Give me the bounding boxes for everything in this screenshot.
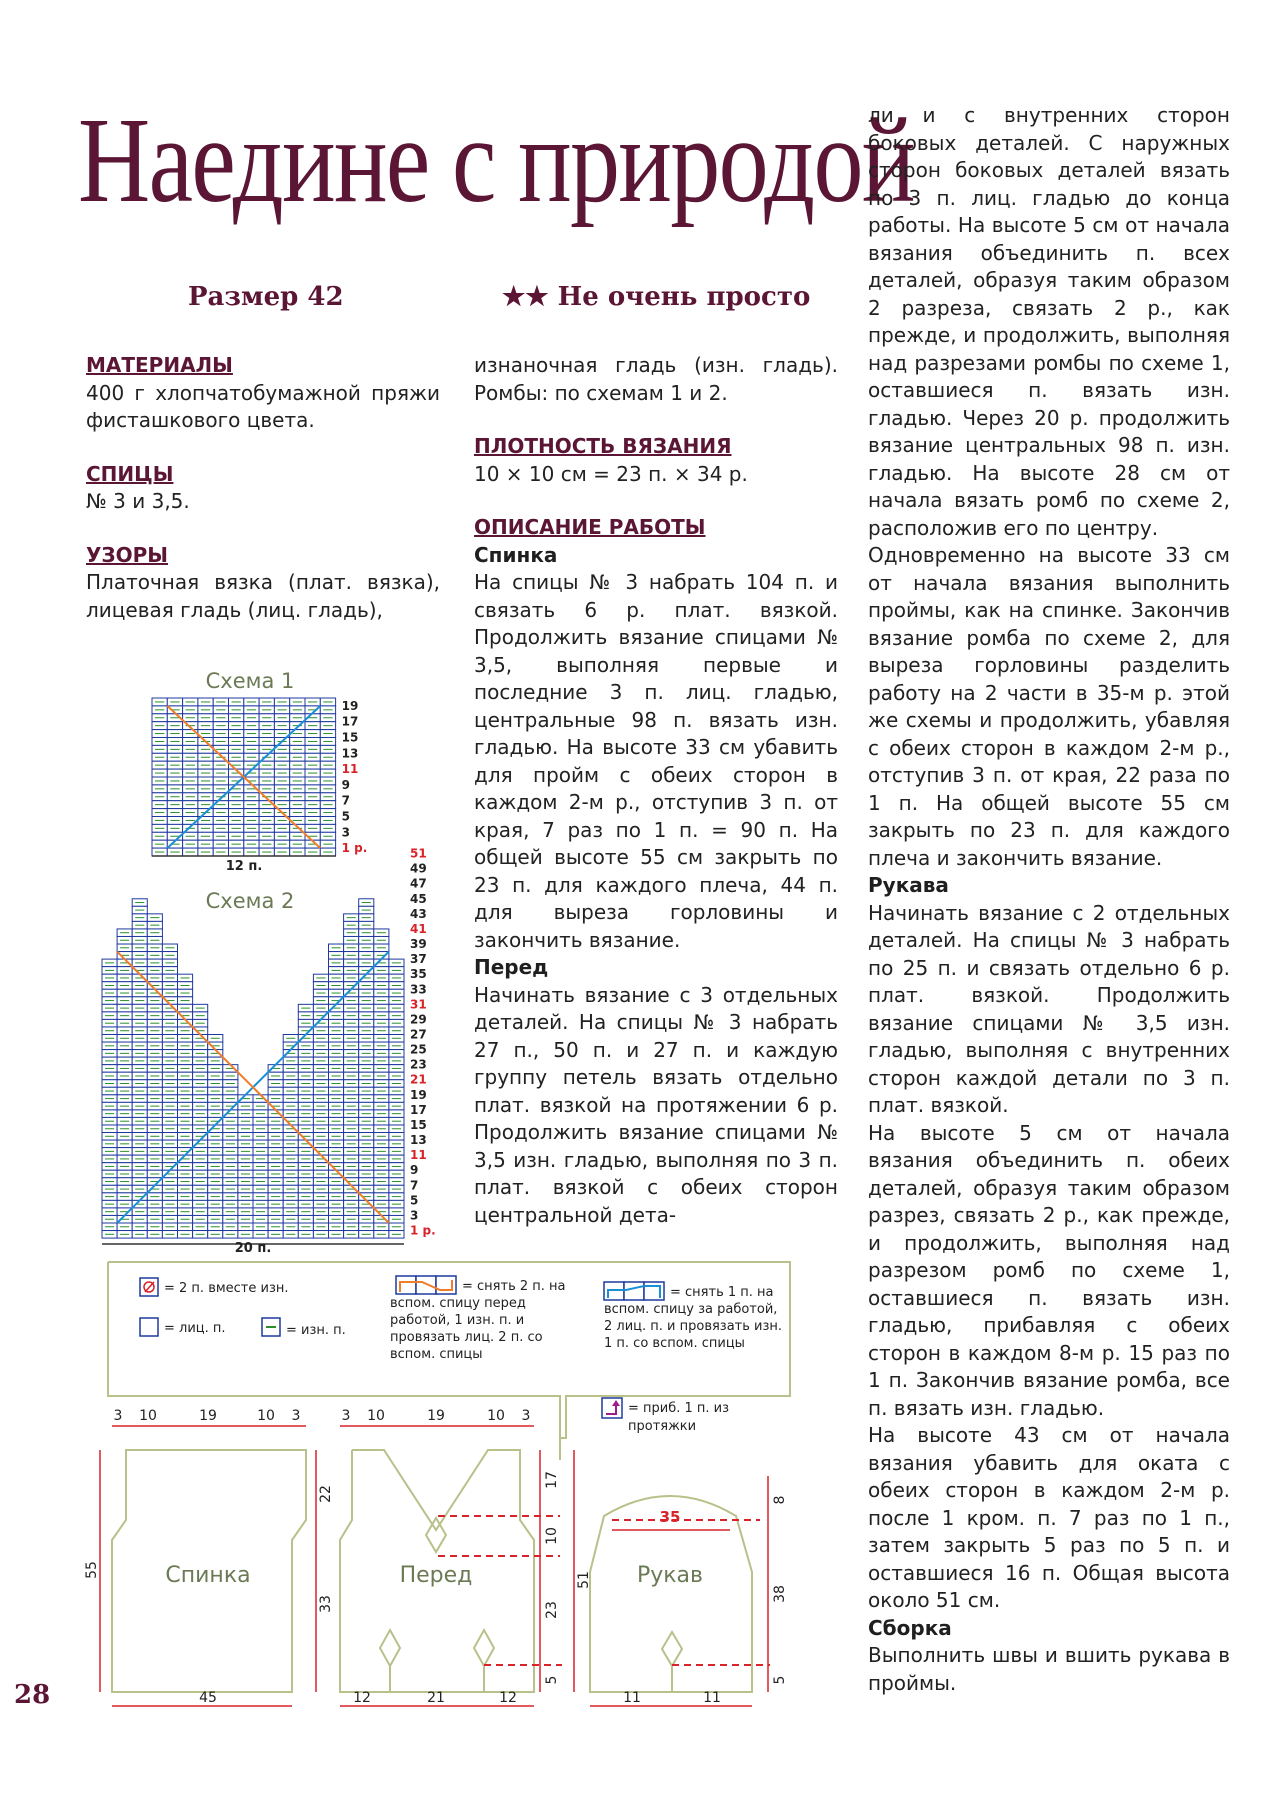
scheme-2-row-number: 5: [410, 1193, 419, 1208]
back-bottom-dim: 45: [199, 1690, 217, 1706]
back-top-dim: 3: [113, 1408, 123, 1424]
front-cont-text: ли и с внутренних сторон боковых деталей. С наружных сторон боковых деталей вязать по 3 п. лиц. гладью до конца работы. На высоте 5 см от начала вязания объединить п. всех деталей, образуя таким образом 2 разреза, связать 2 р., как прежде, и продолжить, выполняя над разрезами ромбы по схеме 1, оставшиеся п. вязать изн. гладью. Через 20 р. продолжить вязание центральных 98 п. изн. гладью. На высоте 28 см от начала вязать ромб по схеме 2, расположив его по центру.: [868, 103, 1230, 540]
scheme-2-row-number: 51: [410, 846, 427, 861]
scheme-2-row-number: 45: [410, 891, 427, 906]
scheme-2-row-number: 23: [410, 1057, 427, 1072]
scheme-2-row-number: 39: [410, 937, 427, 952]
scheme-2-row-number: 13: [410, 1133, 427, 1148]
scheme-2-row-number: 27: [410, 1027, 427, 1042]
sleeve-cap-dim: 8: [772, 1495, 788, 1505]
sleeve-text-1: Начинать вязание с 2 отдельных деталей. На спицы № 3 набрать по 25 п. и связать отдельно 6 р. плат. вязкой. Продолжить вязание спицами № 3,5 изн. гладью, выполняя с внутренних сторон каждой детали по 3 п. плат. вязкой.: [868, 900, 1230, 1117]
front-total-dim: 51: [576, 1571, 592, 1589]
scheme-1-width: 12 п.: [225, 859, 263, 874]
scheme-2-width: 20 п.: [234, 1241, 272, 1256]
scheme-2-chart: [102, 847, 436, 1256]
scheme-1-row-number: 17: [341, 714, 359, 729]
scheme-2-row-number: 7: [410, 1178, 419, 1193]
scheme-2-row-number: 31: [410, 997, 427, 1012]
scheme-1-row-number: 19: [341, 698, 359, 713]
front-slit-dim: 5: [544, 1675, 560, 1685]
page-number: 28: [14, 1680, 51, 1710]
front-bottom-dim: 21: [427, 1690, 445, 1706]
scheme-2-row-numbers: [410, 847, 436, 1238]
sleeve-text-2: На высоте 5 см от начала вязания объединить п. обеих деталей, образуя таким образом разрез, связать 2 р., как прежде, и продолжить, выполняя над разрезом ромб по схеме 1, оставшиеся п. вязать изн. гладью, прибавляя с обеих сторон в каждом 8-м р. 15 раз по 1 п. Закончив вязание ромба, все п. вязать изн. гладью.: [868, 1120, 1230, 1420]
back-top-dim: 10: [139, 1408, 157, 1424]
scheme-2-row-number: 19: [410, 1087, 427, 1102]
scheme-2-row-number: 41: [410, 921, 427, 936]
front-top-dim: 10: [367, 1408, 385, 1424]
scheme-1-row-numbers: [342, 699, 368, 855]
legend-knit: = лиц. п.: [164, 1321, 226, 1336]
sleeve-heading: Рукава: [868, 873, 949, 897]
front-top-dim: 10: [487, 1408, 505, 1424]
sleeve-bottom-dim: 11: [703, 1690, 721, 1706]
front-top-dim: 19: [427, 1408, 445, 1424]
front-bottom-dim: 12: [353, 1690, 371, 1706]
front-cont2-text: Одновременно на высоте 33 см от начала вязания выполнить проймы, как на спинке. Закончив вязание ромба по схеме 2, для выреза горловины разделить работу на 2 части в 35-м р. этой же схемы и продолжить, убавляя с обеих сторон в каждом 2-м р., отступив 3 п. от края, 22 раза по 1 п. На общей высоте 55 см закрыть по 23 п. для каждого плеча и закончить вязание.: [868, 543, 1230, 870]
scheme-2-row-number: 35: [410, 967, 427, 982]
sleeve-label: Рукав: [636, 1563, 704, 1588]
difficulty-label: ★★ Не очень просто: [502, 282, 811, 312]
scheme-1-row-number: 7: [341, 793, 350, 808]
needles-heading: СПИЦЫ: [86, 461, 174, 486]
sleeve-body-dim: 38: [772, 1585, 788, 1603]
scheme-1-row-number: 9: [341, 777, 350, 792]
front-top-dim: 3: [521, 1408, 531, 1424]
scheme-2-row-number: 47: [410, 876, 427, 891]
scheme-2-row-number: 3: [410, 1208, 419, 1223]
scheme-1-title: Схема 1: [205, 669, 295, 693]
gauge-text: 10 × 10 см = 23 п. × 34 р.: [474, 461, 748, 486]
front-lower-dim: 23: [544, 1601, 560, 1619]
needles-text: № 3 и 3,5.: [86, 489, 190, 513]
scheme-2-row-number: 33: [410, 982, 427, 997]
scheme-1-row-number: 13: [341, 746, 359, 761]
front-heading: Перед: [474, 955, 549, 979]
page-title: Наедине с природой: [78, 93, 914, 228]
back-text: На спицы № 3 набрать 104 п. и связать 6 р. плат. вязкой. Продолжить вязание спицами № 3,5, выполняя первые и последние 3 п. лиц. гладью, центральные 98 п. вязать изн. гладью. На высоте 33 см убавить для пройм с обеих сторон в каждом 2-м р., отступив 3 п. от края, 7 раз по 1 п. = 90 п. На общей высоте 55 см закрыть по 23 п. для каждого плеча, 44 п. для выреза горловины и закончить вязание.: [474, 570, 838, 952]
sleeve-slit-dim: 5: [772, 1675, 788, 1685]
back-upper-dim: 22: [318, 1485, 334, 1503]
legend-cable-right: = снять 1 п. на вспом. спицу за работой, 2 лиц. п. и провязать изн. 1 п. со вспом. спицы: [604, 1285, 783, 1351]
dimension-labels: [84, 1408, 788, 1706]
back-lower-dim: 33: [318, 1595, 334, 1613]
back-label: Спинка: [165, 1563, 251, 1588]
front-bottom-dim: 12: [499, 1690, 517, 1706]
legend-cable-left: = снять 2 п. на вспом. спицу перед работой, 1 изн. п. и провязать лиц. 2 п. со вспом. спицы: [390, 1279, 566, 1362]
back-heading: Спинка: [474, 542, 558, 567]
front-text: Начинать вязание с 3 отдельных деталей. На спицы № 3 набрать 27 п., 50 п. и 27 п. и каждую группу петель вязать отдельно плат. вязкой на протяжении 6 р. Продолжить вязание спицами № 3,5 изн. гладью, выполняя по 3 п. плат. вязкой с обеих сторон центральной дета-: [474, 982, 838, 1227]
scheme-2-row-number: 11: [410, 1148, 427, 1163]
materials-heading: МАТЕРИАЛЫ: [86, 353, 233, 377]
scheme-2-row-number: 21: [410, 1072, 427, 1087]
scheme-1-chart: [152, 669, 367, 874]
scheme-2-row-number: 29: [410, 1012, 427, 1027]
scheme-2-row-number: 43: [410, 906, 427, 921]
legend-dec2: = 2 п. вместе изн.: [164, 1281, 289, 1296]
back-top-dim: 3: [291, 1408, 301, 1424]
scheme-2-title: Схема 2: [205, 889, 295, 913]
scheme-2-row-number: 49: [410, 861, 427, 876]
scheme-1-row-number: 11: [341, 762, 359, 777]
front-top-dim: 3: [341, 1408, 351, 1424]
size-label: Размер 42: [188, 282, 344, 312]
front-upper-dim: 17: [544, 1471, 560, 1489]
scheme-1-grid: [152, 698, 336, 856]
scheme-2-row-number: 17: [410, 1102, 427, 1117]
description-heading: ОПИСАНИЕ РАБОТЫ: [474, 515, 706, 539]
sleeve-top-dim: 35: [659, 1508, 681, 1526]
scheme-2-row-number: 15: [410, 1117, 427, 1132]
scheme-2-grid: [102, 899, 404, 1238]
back-top-dim: 19: [199, 1408, 217, 1424]
patterns-cont-text: изнаночная гладь (изн. гладь). Ромбы: по схемам 1 и 2.: [474, 353, 838, 405]
legend-inc: = приб. 1 п. из протяжки: [628, 1401, 730, 1434]
sleeve-bottom-dim: 11: [623, 1690, 641, 1706]
scheme-2-row-number: 9: [410, 1163, 419, 1178]
back-top-dim: 10: [257, 1408, 275, 1424]
gauge-heading: ПЛОТНОСТЬ ВЯЗАНИЯ: [474, 434, 732, 458]
scheme-1-row-number: 5: [341, 809, 350, 824]
scheme-1-row-number: 15: [341, 730, 359, 745]
materials-text: 400 г хлопчатобумажной пряжи фисташкового цвета.: [86, 380, 440, 432]
scheme-2-row-number: 37: [410, 952, 427, 967]
patterns-heading: УЗОРЫ: [86, 542, 169, 567]
scheme-2-row-number: 25: [410, 1042, 427, 1057]
back-height-dim: 55: [84, 1561, 100, 1579]
assembly-heading: Сборка: [868, 1615, 952, 1640]
scheme-1-row-number: 1 р.: [341, 841, 368, 856]
patterns-text: Платочная вязка (плат. вязка), лицевая гладь (лиц. гладь),: [86, 570, 440, 622]
front-label: Перед: [399, 1563, 473, 1588]
legend-purl: = изн. п.: [286, 1323, 346, 1338]
scheme-2-row-number: 1 р.: [410, 1223, 436, 1238]
sleeve-text-3: На высоте 43 см от начала вязания убавить для оката с обеих сторон в каждом 2-м р. после 1 кром. п. 7 раз по 1 п., затем закрыть 5 раз по 5 п. и оставшиеся 16 п. Общая высота около 51 см.: [868, 1423, 1230, 1612]
scheme-1-row-number: 3: [341, 825, 350, 840]
assembly-text: Выполнить швы и вшить рукава в проймы.: [868, 1643, 1230, 1695]
legend: [108, 1262, 790, 1460]
front-mid-dim: 10: [544, 1527, 560, 1545]
